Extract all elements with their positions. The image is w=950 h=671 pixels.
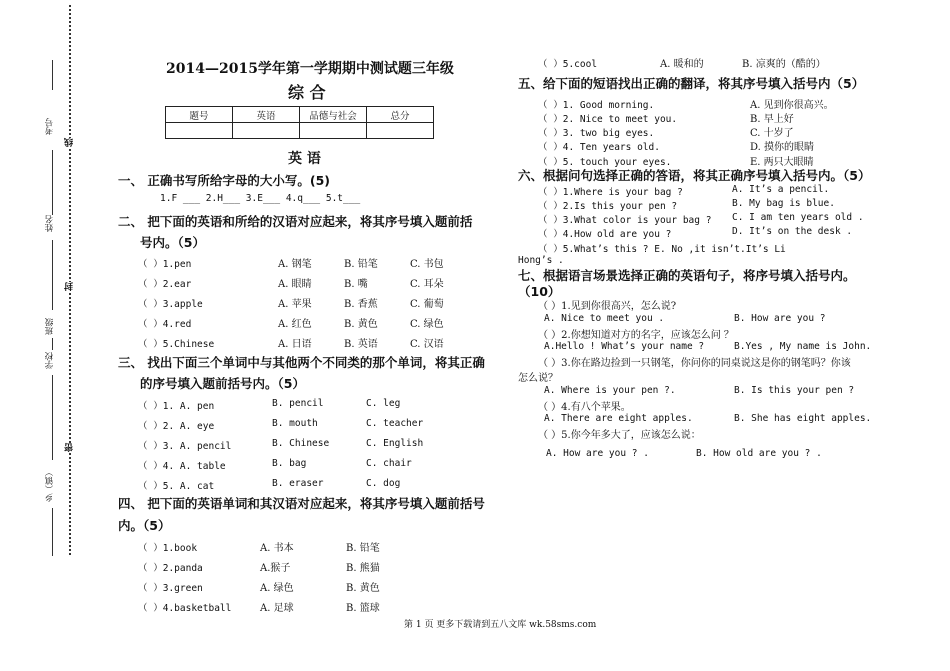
option-c: C. 书包	[410, 259, 444, 270]
option-b: B. She has eight apples.	[734, 413, 872, 424]
option-a: A. 暖和的	[660, 59, 704, 70]
option-b: B. How are you ?	[734, 313, 826, 324]
option-a: A. 钢笔	[278, 259, 312, 270]
question-item: （ ）3.apple	[138, 299, 203, 310]
scenario-question: （ ）5.你今年多大了，应该怎么说：	[538, 430, 701, 441]
question-item-cont: Hong’s .	[518, 255, 564, 266]
binding-line	[52, 150, 53, 215]
option-a: A. 日语	[278, 339, 312, 350]
seal-mark-secret: 密	[65, 443, 75, 452]
score-header-number: 题号	[166, 107, 233, 123]
score-header-total: 总分	[367, 107, 434, 123]
section-5-title: 五、给下面的短语找出正确的翻译，将其序号填入括号内（5）	[518, 76, 865, 91]
exam-subject: 综 合	[288, 83, 326, 102]
option-b: B. 凉爽的（酷的）	[742, 59, 826, 70]
question-item: （ ）4. Ten years old.	[538, 142, 660, 153]
question-item: （ ）2. Nice to meet you.	[538, 114, 678, 125]
option-b: B. 香蕉	[344, 299, 378, 310]
answer-option: B. 早上好	[750, 114, 794, 125]
answer-option: C. I am ten years old .	[732, 212, 864, 223]
question-item: （ ）5.Chinese	[138, 339, 215, 350]
exam-number-label: 考号	[45, 118, 55, 135]
option-a: A. 书本	[260, 543, 294, 554]
option-b: B. eraser	[272, 478, 324, 489]
option-a: A.猴子	[260, 563, 291, 574]
option-b: B. mouth	[272, 418, 318, 429]
option-c: C. dog	[366, 478, 401, 489]
section-6-title: 六、根据问句选择正确的答语，将其正确序号填入括号内。（5）	[518, 168, 871, 183]
question-item: （ ）3.green	[138, 583, 203, 594]
question-item: （ ）3. A. pencil	[138, 441, 232, 452]
option-b: B. 熊猫	[346, 563, 380, 574]
score-cell[interactable]	[367, 123, 434, 139]
option-c: C. English	[366, 438, 424, 449]
part-title: 英 语	[288, 151, 321, 167]
option-b: B. 铅笔	[346, 543, 380, 554]
option-a: A.Hello ! What’s your name ?	[544, 341, 705, 352]
option-c: C. teacher	[366, 418, 424, 429]
section-1-blanks: 1.F ___ 2.H___ 3.E___ 4.q___ 5.t___	[160, 193, 361, 204]
option-c: C. leg	[366, 398, 401, 409]
question-item: （ ）4.How old are you ?	[538, 229, 672, 240]
binding-line	[52, 375, 53, 460]
option-b: B. 篮球	[346, 603, 380, 614]
question-item: （ ）1. A. pen	[138, 401, 215, 412]
option-a: A. Where is your pen ?.	[544, 385, 676, 396]
question-item: （ ）2. A. eye	[138, 421, 215, 432]
question-item: （ ）2.ear	[138, 279, 192, 290]
question-item: （ ）5.cool	[538, 59, 598, 70]
question-item: （ ）1.pen	[138, 259, 192, 270]
answer-option: A. It’s a pencil.	[732, 184, 830, 195]
question-item: （ ）4.basketball	[138, 603, 232, 614]
score-cell[interactable]	[300, 123, 367, 139]
section-4-title: 四、 把下面的英语单词和其汉语对应起来，将其序号填入题前括号	[118, 496, 485, 511]
option-b: B. 黄色	[344, 319, 378, 330]
option-a: A. How are you ? .	[546, 448, 649, 459]
answer-option: A. 见到你很高兴。	[750, 100, 834, 111]
option-b: B. 黄色	[346, 583, 380, 594]
scenario-question: （ ）3.你在路边捡到一只钢笔，你问你的同桌说这是你的钢笔吗？你该	[538, 358, 851, 369]
scenario-question: （ ）4.有八个苹果。	[538, 402, 631, 413]
section-2-title: 二、 把下面的英语和所给的汉语对应起来，将其序号填入题前括	[118, 214, 473, 229]
question-item: （ ）3. two big eyes.	[538, 128, 655, 139]
binding-line	[52, 240, 53, 310]
section-2-title-cont: 号内。（5）	[140, 235, 205, 250]
name-label: 姓名	[45, 215, 55, 232]
option-b: B. 英语	[344, 339, 378, 350]
option-c: C. 葡萄	[410, 299, 444, 310]
question-item: （ ）5.What’s this ? E. No ,it isn’t.It’s Li	[538, 244, 786, 255]
option-a: A. 红色	[278, 319, 312, 330]
option-a: A. Nice to meet you .	[544, 313, 665, 324]
seal-mark-line: 线	[65, 138, 75, 147]
option-a: A. There are eight apples.	[544, 413, 693, 424]
question-item: （ ）4.red	[138, 319, 192, 330]
township-label: 乡（镇）	[45, 468, 55, 502]
option-a: A. 足球	[260, 603, 294, 614]
question-item: （ ）5. touch your eyes.	[538, 157, 672, 168]
section-1-title: 一、 正确书写所给字母的大小写。(5)	[118, 173, 330, 188]
option-c: C. chair	[366, 458, 412, 469]
score-cell[interactable]	[233, 123, 300, 139]
scenario-question: （ ）2.你想知道对方的名字，应该怎么问 ？	[538, 330, 734, 341]
question-item: （ ）4. A. table	[138, 461, 226, 472]
option-c: C. 汉语	[410, 339, 444, 350]
question-item: （ ）5. A. cat	[138, 481, 215, 492]
option-c: C. 绿色	[410, 319, 444, 330]
binding-dotted-line	[69, 5, 71, 555]
score-cell[interactable]	[166, 123, 233, 139]
question-item: （ ）2.Is this your pen ?	[538, 201, 678, 212]
option-b: B. Chinese	[272, 438, 330, 449]
option-b: B. pencil	[272, 398, 324, 409]
option-b: B. 铅笔	[344, 259, 378, 270]
class-label: 班级	[45, 318, 55, 335]
section-3-title-cont: 的序号填入题前括号内。（5）	[140, 376, 305, 391]
option-a: A. 苹果	[278, 299, 312, 310]
section-3-title: 三、 找出下面三个单词中与其他两个不同类的那个单词，将其正确	[118, 355, 485, 370]
question-item: （ ）1.book	[138, 543, 198, 554]
option-b: B. bag	[272, 458, 307, 469]
school-label: 学校	[45, 352, 55, 369]
score-header-english: 英语	[233, 107, 300, 123]
answer-option: B. My bag is blue.	[732, 198, 835, 209]
binding-line	[52, 508, 53, 556]
answer-option: D. 摸你的眼睛	[750, 142, 815, 153]
option-c: C. 耳朵	[410, 279, 444, 290]
question-item: （ ）1.Where is your bag ?	[538, 187, 683, 198]
binding-line	[52, 338, 53, 350]
binding-line	[52, 60, 53, 90]
option-a: A. 眼睛	[278, 279, 312, 290]
option-b: B. 嘴	[344, 279, 368, 290]
option-b: B. How old are you ? .	[696, 448, 822, 459]
question-item: （ ）1. Good morning.	[538, 100, 655, 111]
score-table	[165, 106, 434, 139]
option-b: B.Yes , My name is John.	[734, 341, 872, 352]
option-b: B. Is this your pen ?	[734, 385, 855, 396]
section-7-title: 七、根据语言场景选择正确的英语句子，将序号填入括号内。	[518, 268, 856, 283]
question-item: （ ）2.panda	[138, 563, 203, 574]
scenario-question-cont: 怎么说？	[518, 373, 558, 384]
section-4-title-cont: 内。（5）	[118, 518, 171, 533]
scenario-question: （ ）1.见到你很高兴，怎么说?	[538, 301, 677, 312]
score-header-morality: 品德与社会	[300, 107, 367, 123]
exam-title: 2014—2015学年第一学期期中测试题三年级	[166, 61, 454, 77]
seal-mark-seal: 封	[65, 282, 75, 291]
page-footer: 第 1 页 更多下载请到五八文库 wk.58sms.com	[404, 620, 597, 630]
question-item: （ ）3.What color is your bag ?	[538, 215, 712, 226]
answer-option: C. 十岁了	[750, 128, 794, 139]
answer-option: E. 两只大眼睛	[750, 157, 814, 168]
option-a: A. 绿色	[260, 583, 294, 594]
section-7-title-cont: （10）	[518, 284, 561, 299]
answer-option: D. It’s on the desk .	[732, 226, 853, 237]
